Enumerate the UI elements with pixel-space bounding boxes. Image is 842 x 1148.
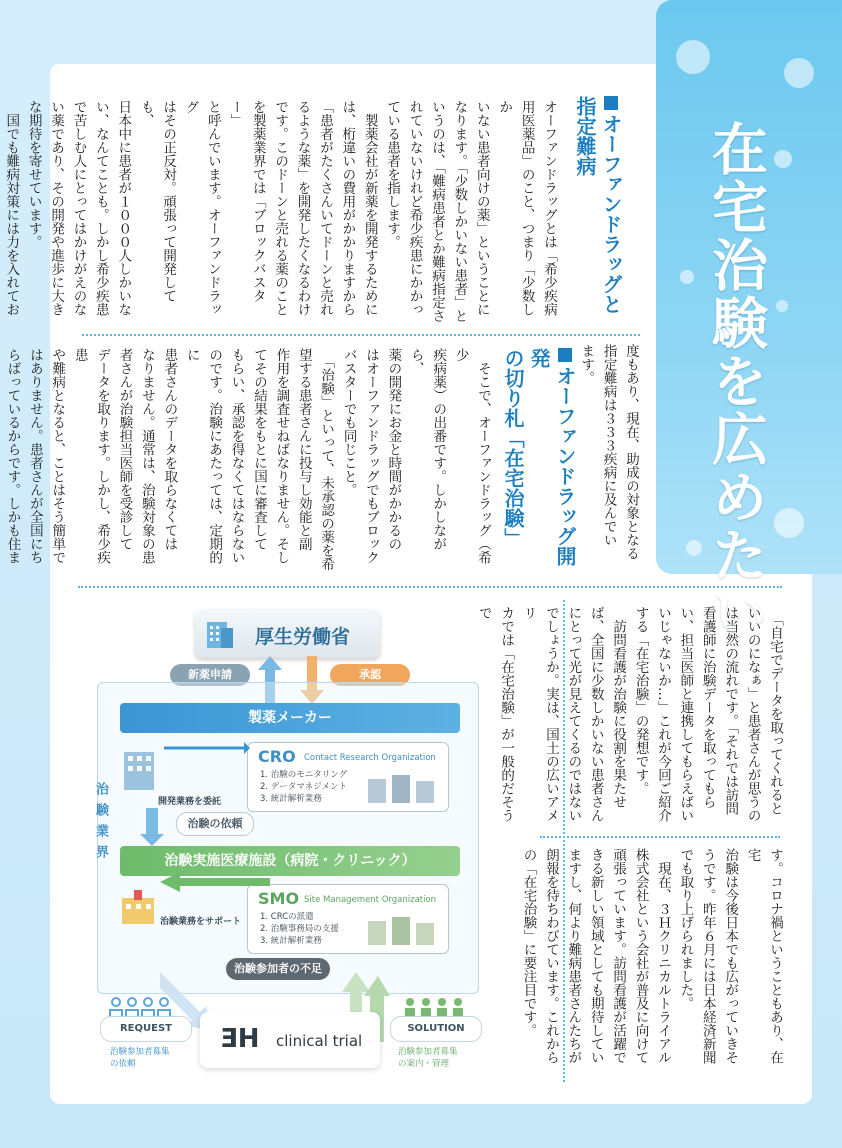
- 3h-logo: [200, 1012, 380, 1068]
- cro-item-3: 3. 統計解析業務: [260, 794, 322, 804]
- smo-subtitle: Site Management Organization: [304, 895, 437, 905]
- section1-continuation: 度もあり、現在、助成の対象となる 指定難病は３３３疾病に及んでい ます。: [578, 344, 639, 560]
- smo-box: [247, 884, 449, 954]
- industry-label: 治験業界: [93, 782, 108, 866]
- section2-body: そこで、オーファンドラッグ（希少 疾病薬）の出番です。しかしながら、 薬の開発にお金と時間がかかるの はオーファンドラッグでもブロック バスターでも同じこと。 「治験」といって、未承認の薬を希 望する患者さんに投与し効能と副 作用を調査せねばなりません。そし てその結果をもとに国に審査して もらい、承認を得なくてはならない のです。治験にあたっては、定期的に 患者さんのデータを取らなくては なりません。通常は、治験対象の患 者さんが治験担当医師を受診して データを取ります。しかし、希少疾患 や難病となると、ことはそう簡単で はありません。患者さんが全国にち らばっているからです。しかも住ま: [4, 348, 491, 571]
- cro-subtitle: Contact Research Organization: [304, 753, 436, 763]
- smo-item-1: 1. CRCの派遣: [260, 912, 314, 922]
- heading-square-icon: [604, 96, 618, 110]
- divider: [540, 836, 780, 838]
- cro-item-1: 1. 治験のモニタリング: [260, 770, 348, 780]
- right-column-body: 「自宅でデータを取ってくれると いいのになぁ」と患者さんが思うの は当然の流れです。「それでは訪問 看護師に治験データを取ってもら い、担当医師と連携してもらえばい いじゃないか…」これが今回ご紹介 する「在宅治験」の発想です。 訪問看護が治験に役割を果たせ ば、全国に少数しかいない患者さん にとって光が見えてくるのではない でしょうか。実は、国土の広いアメリ カでは「在宅治験」が一般的だそうで: [475, 606, 783, 822]
- logo-mark: ƎH: [220, 1024, 260, 1054]
- smo-support-label: 治験業務をサポート: [160, 917, 242, 927]
- request-caption: 治験参加者募集 の依頼: [110, 1047, 170, 1069]
- support-arrow: [160, 872, 270, 892]
- office-buildings-icon: [368, 771, 442, 805]
- divider: [82, 334, 640, 336]
- trial-request-label: 治験の依頼: [176, 812, 254, 836]
- section1-body: オーファンドラッグとは「希少疾病 用医薬品」のこと、つまり「少数しか いない患者向けの薬」ということに なります。「少数しかいない患者」と いうのは、「難病患者とか難病指定さ れていないけれど希少疾患にかかっ ている患者を指します。 製薬会社が新薬を開発するために は、桁違いの費用がかかりますから 「患者がたくさんいてドーンと売れ るような薬」を開発したくなるわけ です。このドーンと売れる薬のこと を製薬業界では「ブロックバスター」 と呼んでいます。オーファンドラッグ はその正反対。頑張って開発しても、 日本中に患者が１０００人しかいな い、なんてことも。しかし希少疾患 で苦しむ人にとってはかけがえのな い薬であり、その開発や進歩に大き な期待を寄せています。 国でも難病対策には力を入れてお: [3, 100, 557, 323]
- cro-title: CRO: [258, 747, 296, 766]
- heading-square-icon: [558, 348, 572, 362]
- bubble-decoration: [676, 40, 710, 74]
- building-icon: [205, 618, 235, 650]
- delegate-arrow: [160, 718, 250, 754]
- smo-item-3: 3. 統計解析業務: [260, 936, 322, 946]
- new-drug-application-label: 新薬申請: [170, 664, 250, 686]
- request-label: REQUEST: [100, 1016, 192, 1042]
- cro-box: [247, 742, 449, 812]
- mhlw-box: [195, 610, 380, 658]
- pharma-building-icon: [120, 742, 160, 792]
- smo-title: SMO: [258, 889, 300, 908]
- cro-item-2: 2. データマネジメント: [260, 782, 348, 792]
- bubble-decoration: [774, 508, 804, 538]
- bubble-decoration: [774, 150, 792, 168]
- approval-label: 承認: [330, 664, 410, 686]
- solution-label: SOLUTION: [390, 1016, 482, 1042]
- right-column-bottom-body: す。コロナ禍ということもあり、在宅 治験は今後日本でも広がっていきそ うです。昨年６月には日本経済新聞 でも取り上げられました。 現在、３Ｈクリニカルトライアル 株式会社という会社が普及に向けて 頑張っています。訪問看護が活躍で きる新しい領域としても期待してい ますし、何より難病患者さんたちが 朗報を待ちわびています。これから の「在宅治験」に要注目です。: [520, 848, 783, 1064]
- smo-item-2: 2. 治験事務局の支援: [260, 924, 339, 934]
- pharma-bar: 製薬メーカー: [120, 703, 460, 733]
- down-arrow: [140, 808, 164, 846]
- hospital-icon: [120, 890, 156, 926]
- section1-heading: オーファンドラッグと 指定難病: [573, 96, 623, 314]
- solution-caption: 治験参加者募集 の案内・管理: [398, 1047, 458, 1069]
- logo-text: clinical trial: [276, 1032, 363, 1050]
- cro-delegate-label: 開発業務を委託: [158, 797, 222, 807]
- mhlw-label: 厚生労働省: [255, 626, 351, 648]
- divider: [78, 586, 782, 588]
- site-bar: 治験実施医療施設（病院・クリニック）: [120, 846, 460, 876]
- page-title: 在宅治験を広めたい: [703, 120, 768, 642]
- bubble-decoration: [680, 270, 694, 284]
- shortage-label: 治験参加者の不足: [226, 958, 330, 980]
- office-buildings-icon: [368, 913, 442, 947]
- section2-heading: オーファンドラッグ開発 の切り札「在宅治験」: [501, 348, 577, 566]
- bubble-decoration: [776, 300, 788, 312]
- bubble-decoration: [784, 58, 814, 88]
